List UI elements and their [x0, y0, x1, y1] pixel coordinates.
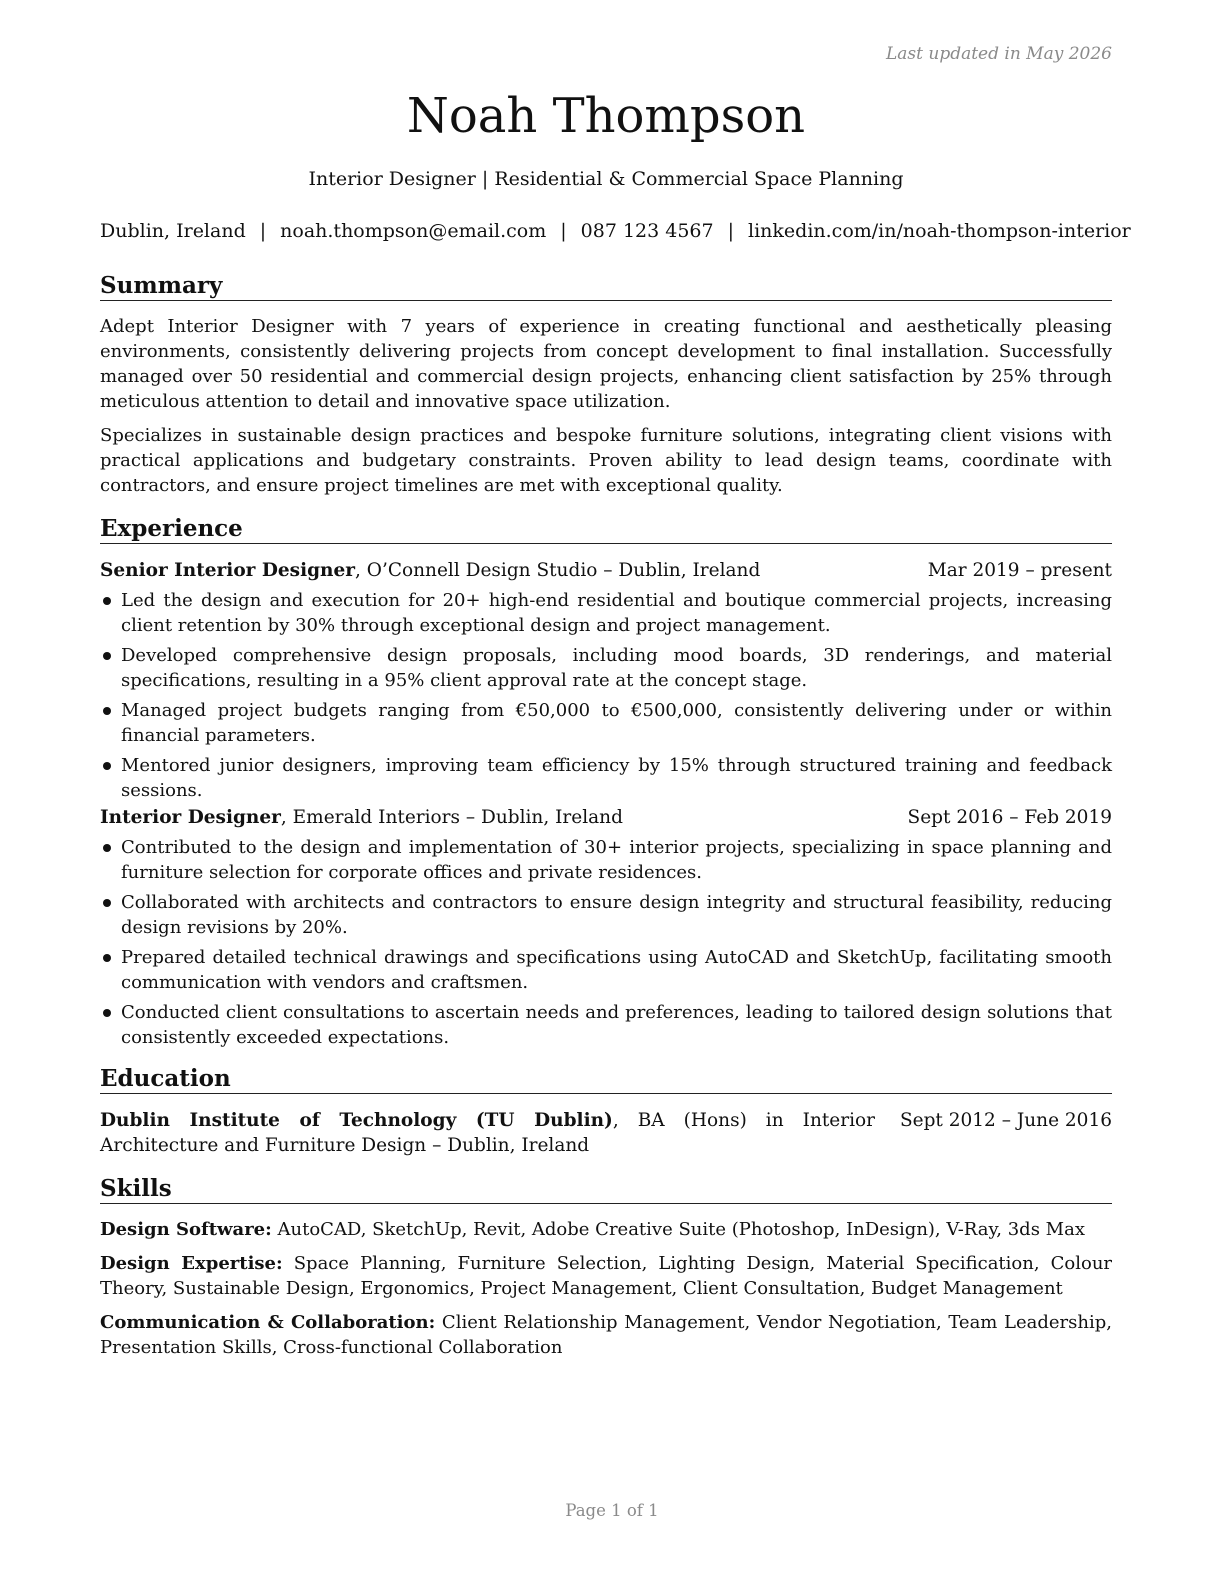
list-item — [100, 835, 1112, 885]
bullet-icon — [103, 762, 111, 770]
bullet-text: Led the design and execution for 20+ high-end residential and boutique commercial projects, increasing client retention by 30% through exceptional design and project management. — [121, 590, 1112, 636]
contact-location: Dublin, Ireland — [100, 220, 246, 242]
bullet-text: Contributed to the design and implementation of 30+ interior projects, specializing in space planning and furniture selection for corporate offices and private residences. — [121, 837, 1112, 883]
list-item — [100, 588, 1112, 638]
section-title-summary: Summary — [100, 272, 1112, 301]
summary-paragraph: Adept Interior Designer with 7 years of experience in creating functional and aesthetically pleasing environments, consistently delivering projects from concept development to final installation. Successfully managed over 50 residential and commercial design projects, enhancing client satisfaction by 25% through meticulous attention to detail and innovative space utilization. — [100, 316, 1112, 412]
skill-items: Client Relationship Management, Vendor Negotiation, Team Leadership, Presentation Skills, Cross-functional Collaboration — [100, 1312, 1112, 1358]
bullet-text: Managed project budgets ranging from €50,000 to €500,000, consistently delivering under or within financial parameters. — [121, 700, 1112, 746]
education-details — [100, 1108, 875, 1158]
skill-items: Space Planning, Furniture Selection, Lighting Design, Material Specification, Colour Theory, Sustainable Design, Ergonomics, Project Management, Client Consultation, Budget Management — [100, 1253, 1113, 1299]
list-item — [100, 698, 1112, 748]
summary-paragraph: Specializes in sustainable design practices and bespoke furniture solutions, integrating client visions with practical applications and budgetary constraints. Proven ability to lead design teams, coordinate with contractors, and ensure project timelines are met with exceptional quality. — [100, 425, 1112, 496]
bullet-icon — [103, 1009, 111, 1017]
list-item — [100, 890, 1112, 940]
list-item — [100, 753, 1112, 803]
job-role: Senior Interior Designer — [100, 560, 356, 581]
bullet-text: Collaborated with architects and contractors to ensure design integrity and structural feasibility, reducing design revisions by 20%. — [121, 892, 1112, 938]
job-role: Interior Designer — [100, 807, 281, 828]
skill-label: Design Expertise: — [100, 1253, 283, 1274]
candidate-name: Noah Thompson — [406, 88, 806, 144]
education-degree: , BA (Hons) in Interior Architecture and Furniture Design – Dublin, Ireland — [100, 1110, 875, 1156]
bullet-text: Prepared detailed technical drawings and specifications using AutoCAD and SketchUp, facilitating smooth communication with vendors and craftsmen. — [121, 947, 1112, 993]
education-school: Dublin Institute of Technology (TU Dublin) — [100, 1110, 613, 1131]
job-company: , Emerald Interiors – Dublin, Ireland — [280, 807, 623, 828]
contact-line — [100, 218, 1131, 244]
contact-email[interactable]: noah.thompson@email.com — [280, 220, 547, 242]
bullet-text: Developed comprehensive design proposals, including mood boards, 3D renderings, and material specifications, resulting in a 95% client approval rate at the concept stage. — [121, 645, 1112, 691]
skill-label: Design Software: — [100, 1219, 272, 1240]
page-number: Page 1 of 1 — [565, 1501, 659, 1520]
bullet-icon — [103, 954, 111, 962]
skill-group — [100, 1310, 1112, 1360]
job-bullet-list — [100, 588, 1112, 808]
education-entry — [100, 1108, 1112, 1158]
contact-separator: | — [259, 220, 267, 242]
list-item — [100, 1000, 1112, 1050]
job-bullet-list — [100, 835, 1112, 1055]
contact-separator: | — [560, 220, 567, 242]
contact-linkedin[interactable]: linkedin.com/in/noah-thompson-interior — [748, 220, 1131, 242]
job-dates: Mar 2019 – present — [927, 560, 1112, 581]
skill-label: Communication & Collaboration: — [100, 1312, 436, 1333]
education-dates: Sept 2012 – June 2016 — [899, 1110, 1112, 1131]
list-item — [100, 643, 1112, 693]
job-header — [100, 558, 1112, 583]
bullet-icon — [103, 707, 111, 715]
contact-separator: | — [727, 220, 735, 242]
bullet-icon — [103, 844, 111, 852]
job-header — [100, 805, 1112, 830]
skill-items: AutoCAD, SketchUp, Revit, Adobe Creative Suite (Photoshop, InDesign), V-Ray, 3ds Max — [271, 1219, 1085, 1240]
bullet-icon — [103, 652, 111, 660]
bullet-text: Mentored junior designers, improving team efficiency by 15% through structured training and feedback sessions. — [121, 755, 1112, 801]
last-updated-note: Last updated in May 2026 — [885, 44, 1112, 64]
section-title-experience: Experience — [100, 515, 1112, 544]
tagline: Interior Designer | Residential & Commercial Space Planning — [308, 168, 904, 190]
job-dates: Sept 2016 – Feb 2019 — [907, 807, 1112, 828]
section-title-education: Education — [100, 1065, 1112, 1094]
bullet-icon — [103, 899, 111, 907]
section-title-skills: Skills — [100, 1175, 1112, 1204]
skill-group — [100, 1251, 1112, 1301]
skill-group — [100, 1217, 1112, 1242]
list-item — [100, 945, 1112, 995]
bullet-icon — [103, 597, 111, 605]
bullet-text: Conducted client consultations to ascertain needs and preferences, leading to tailored design solutions that consistently exceeded expectations. — [121, 1002, 1112, 1048]
contact-phone: 087 123 4567 — [580, 220, 714, 242]
job-company: , O’Connell Design Studio – Dublin, Ireland — [355, 560, 761, 581]
